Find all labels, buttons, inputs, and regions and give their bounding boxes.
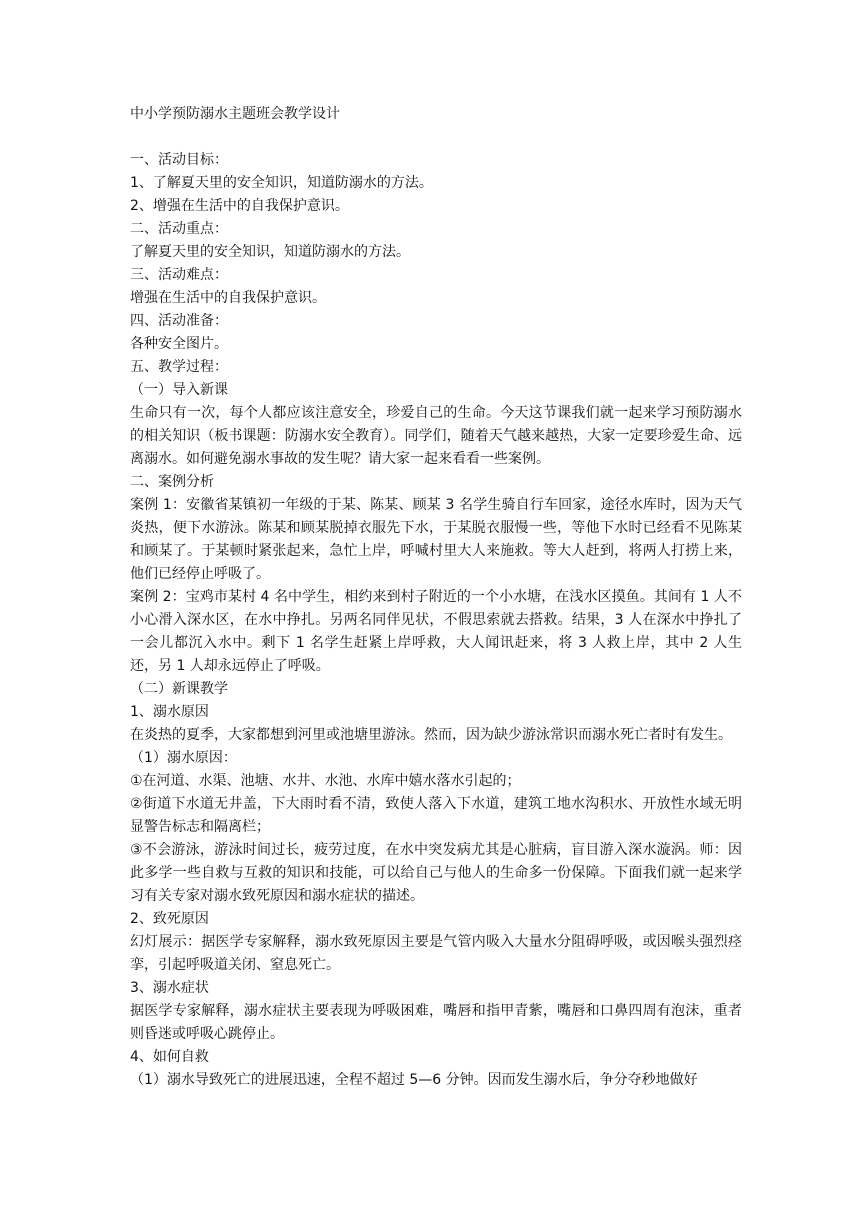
- document-body: [130, 103, 742, 1092]
- paragraph-18: 在炎热的夏季，大家都想到河里或池塘里游泳。然而，因为缺少游泳常识而溺水死亡者时有发生。: [130, 727, 732, 743]
- paragraph-25: 3、溺水症状: [130, 980, 209, 996]
- paragraph-8: 四、活动准备：: [130, 313, 228, 329]
- paragraph-15: 案例 2：宝鸡市某村 4 名中学生，相约来到村子附近的一个小水塘，在浅水区摸鱼。其间有 1 人不小心滑入深水区，在水中挣扎。另两名同伴见状，不假思索就去搭救。结果，3 人在深水中挣扎了一会儿都沉入水中。剩下 1 名学生赶紧上岸呼救，大人闻讯赶来，将 3 人救上岸，其中 2 人生还，另 1 人却永远停止了呼吸。: [130, 589, 742, 674]
- paragraph-21: ②街道下水道无井盖，下大雨时看不清，致使人落入下水道，建筑工地水沟积水、开放性水域无明显警告标志和隔离栏；: [130, 796, 742, 835]
- paragraph-19: （1）溺水原因：: [130, 750, 237, 766]
- paragraph-3: 2、增强在生活中的自我保护意识。: [130, 198, 349, 214]
- paragraph-5: 了解夏天里的安全知识，知道防溺水的方法。: [130, 244, 410, 260]
- paragraph-11: （一）导入新课: [130, 382, 228, 398]
- paragraph-4: 二、活动重点：: [130, 221, 228, 237]
- paragraph-6: 三、活动难点：: [130, 267, 228, 283]
- paragraph-27: 4、如何自救: [130, 1049, 209, 1065]
- paragraph-1: 一、活动目标：: [130, 152, 228, 168]
- paragraph-26: 据医学专家解释，溺水症状主要表现为呼吸困难，嘴唇和指甲青紫，嘴唇和口鼻四周有泡沫，重者则昏迷或呼吸心跳停止。: [130, 1003, 742, 1042]
- paragraph-17: 1、溺水原因: [130, 704, 209, 720]
- paragraph-7: 增强在生活中的自我保护意识。: [130, 290, 326, 306]
- document-title: 中小学预防溺水主题班会教学设计: [130, 106, 340, 122]
- paragraph-10: 五、教学过程：: [130, 359, 228, 375]
- paragraph-14: 案例 1：安徽省某镇初一年级的于某、陈某、顾某 3 名学生骑自行车回家，途径水库时，因为天气炎热，便下水游泳。陈某和顾某脱掉衣服先下水，于某脱衣服慢一些，等他下水时已经看不见陈某和顾某了。于某顿时紧张起来，急忙上岸，呼喊村里大人来施救。等大人赶到，将两人打捞上来，他们已经停止呼吸了。: [130, 497, 742, 582]
- paragraph-2: 1、了解夏天里的安全知识，知道防溺水的方法。: [130, 175, 433, 191]
- paragraph-16: （二）新课教学: [130, 681, 228, 697]
- paragraph-9: 各种安全图片。: [130, 336, 228, 352]
- paragraph-20: ①在河道、水渠、池塘、水井、水池、水库中嬉水落水引起的；: [130, 773, 521, 789]
- paragraph-13: 二、案例分析: [130, 474, 214, 490]
- paragraph-24: 幻灯展示：据医学专家解释，溺水致死原因主要是气管内吸入大量水分阻碍呼吸，或因喉头强烈痉挛，引起呼吸道关闭、窒息死亡。: [130, 934, 742, 973]
- paragraph-22: ③不会游泳，游泳时间过长，疲劳过度，在水中突发病尤其是心脏病，盲目游入深水漩涡。师：因此多学一些自救与互救的知识和技能，可以给自己与他人的生命多一份保障。下面我们就一起来学习有关专家对溺水致死原因和溺水症状的描述。: [130, 842, 742, 904]
- paragraph-23: 2、致死原因: [130, 911, 209, 927]
- paragraph-28: （1）溺水导致死亡的进展迅速，全程不超过 5—6 分钟。因而发生溺水后，争分夺秒地做好: [130, 1072, 698, 1088]
- paragraph-12: 生命只有一次，每个人都应该注意安全，珍爱自己的生命。今天这节课我们就一起来学习预防溺水的相关知识（板书课题：防溺水安全教育）。同学们，随着天气越来越热，大家一定要珍爱生命、远离溺水。如何避免溺水事故的发生呢？请大家一起来看看一些案例。: [130, 405, 742, 467]
